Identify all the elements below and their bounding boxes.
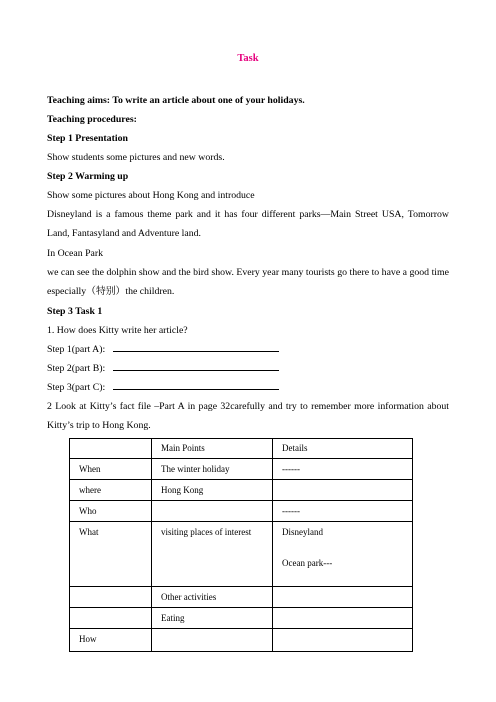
- answer-blank[interactable]: [113, 362, 279, 371]
- blank-label: Step 1(part A):: [47, 344, 106, 355]
- table-header-details: Details: [273, 439, 413, 459]
- table-row: [70, 629, 413, 652]
- details-cell: [273, 608, 413, 629]
- page-title: Task: [237, 53, 259, 64]
- step2-para1: Disneyland is a famous theme park and it has four different parks—Main Street USA, Tomorrow Land, Fantasyland and Adventure land.: [47, 209, 449, 239]
- main-point-cell: [152, 501, 273, 522]
- table-row: [70, 522, 413, 587]
- table-row: [70, 459, 413, 480]
- details-ocean-park: Ocean park---: [282, 558, 333, 568]
- main-point-cell: Eating: [152, 608, 273, 629]
- main-point-cell: [152, 629, 273, 652]
- details-cell: ------: [273, 501, 413, 522]
- details-cell: [273, 480, 413, 501]
- row-label: [70, 608, 152, 629]
- step3-heading: Step 3 Task 1: [47, 306, 103, 317]
- step1-heading: Step 1 Presentation: [47, 133, 128, 144]
- teaching-procedures: Teaching procedures:: [47, 114, 137, 125]
- table-row: [70, 480, 413, 501]
- fact-file-table: [69, 438, 413, 652]
- details-cell: [273, 587, 413, 608]
- blank-line-2: [47, 362, 449, 375]
- row-label: where: [70, 480, 152, 501]
- main-point-cell: Hong Kong: [152, 480, 273, 501]
- row-label: [70, 587, 152, 608]
- row-label: What: [70, 522, 152, 587]
- step3-question1: 1. How does Kitty write her article?: [47, 325, 188, 336]
- main-point-cell: visiting places of interest: [152, 522, 273, 587]
- step1-text: Show students some pictures and new words.: [47, 152, 225, 163]
- details-disneyland: Disneyland: [282, 527, 323, 537]
- details-cell: [273, 522, 413, 587]
- teaching-aims: Teaching aims: To write an article about one of your holidays.: [47, 95, 305, 106]
- step2-heading: Step 2 Warming up: [47, 171, 129, 182]
- blank-label: Step 3(part C):: [47, 382, 106, 393]
- row-label: Who: [70, 501, 152, 522]
- blank-line-1: [47, 343, 449, 356]
- details-cell: [273, 629, 413, 652]
- step2-line2: In Ocean Park: [47, 248, 104, 259]
- table-row: [70, 587, 413, 608]
- answer-blank[interactable]: [113, 381, 279, 390]
- step2-para2: we can see the dolphin show and the bird show. Every year many tourists go there to have a good time especially（特别）the children.: [47, 267, 449, 297]
- answer-blank[interactable]: [113, 343, 279, 352]
- main-point-cell: The winter holiday: [152, 459, 273, 480]
- table-cell: [70, 439, 152, 459]
- table-row: [70, 439, 413, 459]
- blank-line-3: [47, 381, 449, 394]
- step2-line1: Show some pictures about Hong Kong and introduce: [47, 190, 255, 201]
- step3-question2: 2 Look at Kitty’s fact file –Part A in page 32carefully and try to remember more information about Kitty’s trip to Hong Kong.: [47, 401, 449, 431]
- blank-label: Step 2(part B):: [47, 363, 106, 374]
- row-label: When: [70, 459, 152, 480]
- table-row: [70, 501, 413, 522]
- table-header-main-points: Main Points: [152, 439, 273, 459]
- row-label: How: [70, 629, 152, 652]
- main-point-cell: Other activities: [152, 587, 273, 608]
- table-row: [70, 608, 413, 629]
- details-cell: ------: [273, 459, 413, 480]
